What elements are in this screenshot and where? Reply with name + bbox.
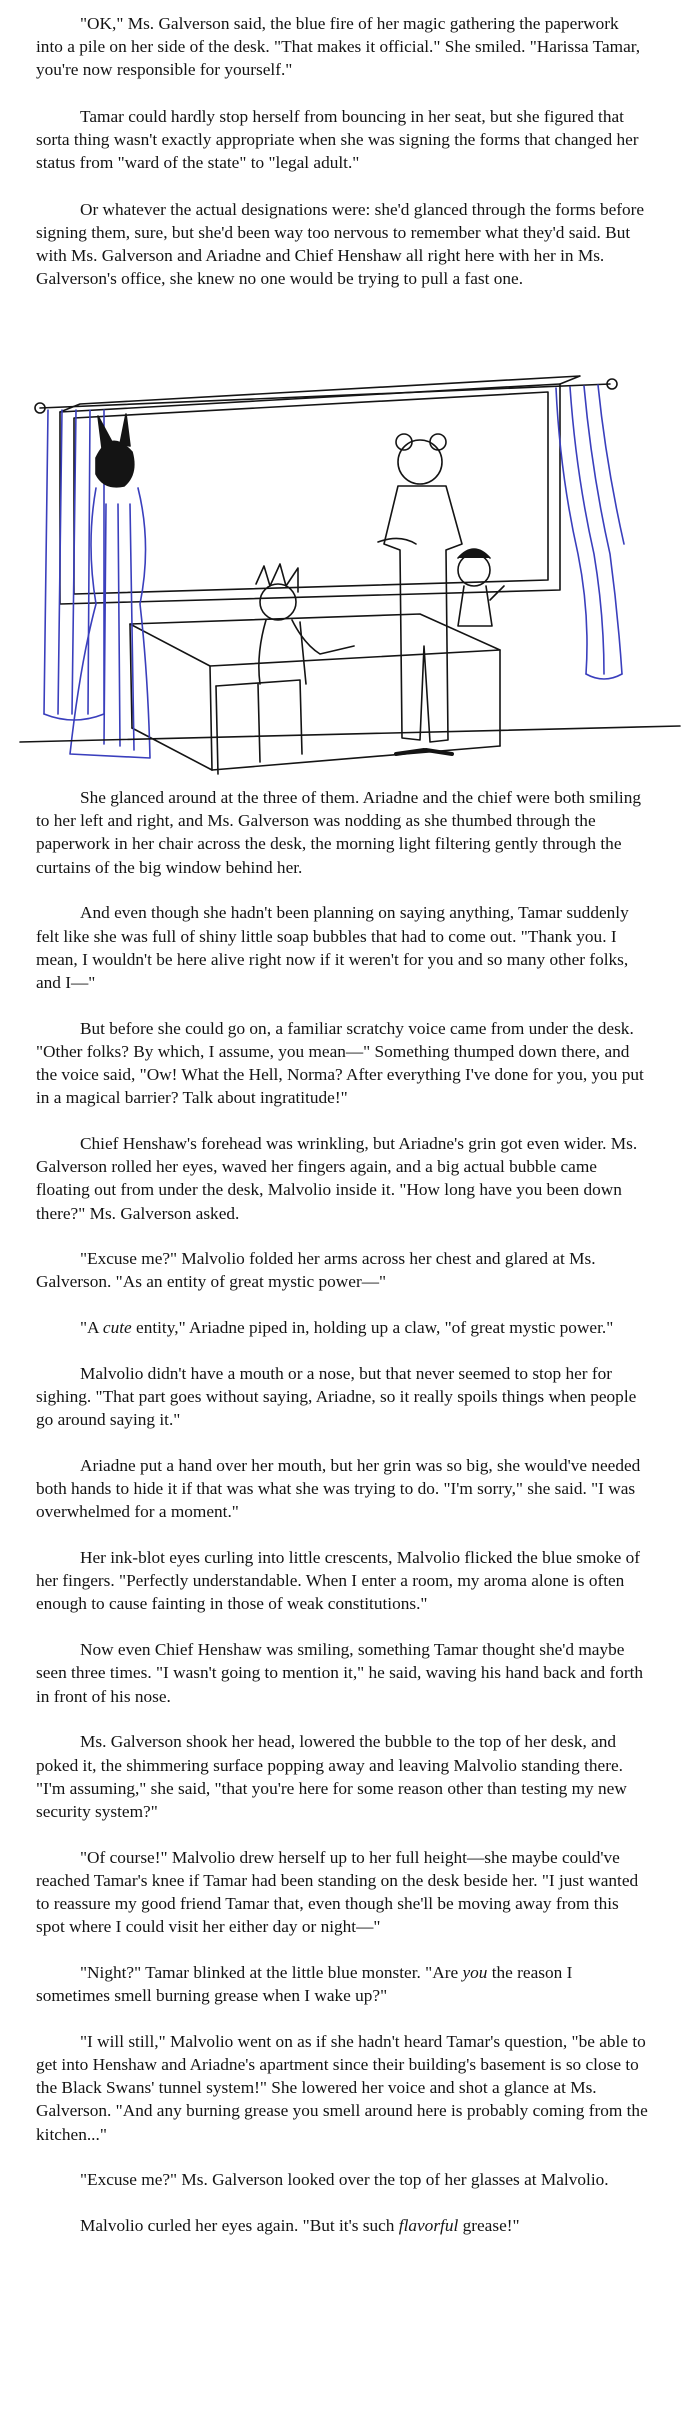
paragraph-cute-entity: "A cute entity," Ariadne piped in, holding up a claw, "of great mystic power." <box>80 1318 614 1338</box>
paragraph: "Excuse me?" Malvolio folded her arms across her chest and glared at Ms. Galverson. "As an entity of great mystic power—" <box>36 1249 596 1292</box>
emphasis: cute <box>102 1318 132 1338</box>
office-scene-illustration <box>0 354 685 779</box>
paragraph: "Excuse me?" Ms. Galverson looked over the top of her glasses at Malvolio. <box>80 2170 609 2190</box>
story-text-bottom <box>36 786 649 2237</box>
story-text-top <box>36 12 649 290</box>
floor-line <box>20 726 680 742</box>
paragraph-last: Malvolio curled her eyes again. "But it's such flavorful grease!" <box>80 2216 520 2236</box>
paragraph-night: "Night?" Tamar blinked at the little blue monster. "Are you the reason I sometimes smell burning grease when I wake up?" <box>36 1962 573 2006</box>
paragraph: "Of course!" Malvolio drew herself up to her full height—she maybe could've reached Tamar's knee if Tamar had been standing on the desk beside her. "I just wanted to reassure my good friend Tamar that, even though she'll be moving away from this spot where I could visit her either day or night—" <box>36 1847 639 1937</box>
paragraph: Ms. Galverson shook her head, lowered the bubble to the top of her desk, and poked it, the shimmering surface popping away and leaving Malvolio standing there. "I'm assuming," she said, "that you're here for some reason other than testing my new security system?" <box>36 1732 627 1821</box>
paragraph: Her ink-blot eyes curling into little crescents, Malvolio flicked the blue smoke of her fingers. "Perfectly understandable. When I enter a room, my aroma alone is often enough to cause fainting in those of weak constitutions." <box>36 1548 641 1614</box>
emphasis: flavorful <box>398 2216 459 2236</box>
paragraph: "I will still," Malvolio went on as if she hadn't heard Tamar's question, "be able to get into Henshaw and Ariadne's apartment since their building's basement is so close to the Black Swans' tunnel system!" She lowered her voice and shot a glance at Ms. Galverson. "And any burning grease you smell around here is probably coming from the kitchen..." <box>36 2031 648 2144</box>
paragraph: Or whatever the actual designations were: she'd glanced through the forms before signing them, sure, but she'd been way too nervous to remember what they'd said. But with Ms. Galverson and Ariadne and Chief Henshaw all right here with her in Ms. Galverson's office, she knew no one would be trying to pull a fast one. <box>36 199 645 289</box>
paragraph: Ariadne put a hand over her mouth, but her grin was so big, she would've needed both hands to hide it if that was what she was trying to do. "I'm sorry," she said. "I was overwhelmed for a moment." <box>36 1455 641 1522</box>
paragraph: Now even Chief Henshaw was smiling, something Tamar thought she'd maybe seen three times. "I wasn't going to mention it," he said, waving his hand back and forth in front of his nose. <box>36 1640 644 1706</box>
paragraph: Tamar could hardly stop herself from bouncing in her seat, but she figured that sorta thing wasn't exactly appropriate when she was signing the forms that changed her status from "ward of the state" to "legal adult." <box>36 106 639 173</box>
paragraph: And even though she hadn't been planning on saying anything, Tamar suddenly felt like she was full of shiny little soap bubbles that had to come out. "Thank you. I mean, I wouldn't be here alive right now if it weren't for you and so many other folks, and I—" <box>36 903 629 992</box>
tamar-figure <box>256 564 354 684</box>
paragraph: She glanced around at the three of them. Ariadne and the chief were both smiling to her left and right, and Ms. Galverson was nodding as she thumbed through the paperwork in her chair across the desk, the morning light filtering gently through the curtains of the big window behind her. <box>36 788 641 877</box>
desk <box>130 614 500 770</box>
paragraph: But before she could go on, a familiar scratchy voice came from under the desk. "Other folks? By which, I assume, you mean—" Something thumped down there, and the voice said, "Ow! What the Hell, Norma? After everything I've done for you, you put in a magical barrier? Talk about ingratitude!" <box>36 1018 644 1108</box>
ariadne-figure <box>458 549 504 626</box>
right-curtain <box>556 385 624 679</box>
paragraph: Malvolio didn't have a mouth or a nose, but that never seemed to stop her for sighing. "That part goes without saying, Ariadne, so it really spoils things when people go around saying it." <box>36 1363 637 1430</box>
paragraph: Chief Henshaw's forehead was wrinkling, but Ariadne's grin got even wider. Ms. Galverson rolled her eyes, waved her fingers again, and a big actual bubble came floating out from under the desk, Malvolio inside it. "How long have you been down there?" Ms. Galverson asked. <box>36 1133 638 1223</box>
emphasis: you <box>462 1962 488 1982</box>
chair <box>216 680 302 774</box>
galverson-head <box>96 414 134 487</box>
paragraph: "OK," Ms. Galverson said, the blue fire of her magic gathering the paperwork into a pile on her side of the desk. "That makes it official." She smiled. "Harissa Tamar, you're now responsible for yourself." <box>36 14 641 80</box>
